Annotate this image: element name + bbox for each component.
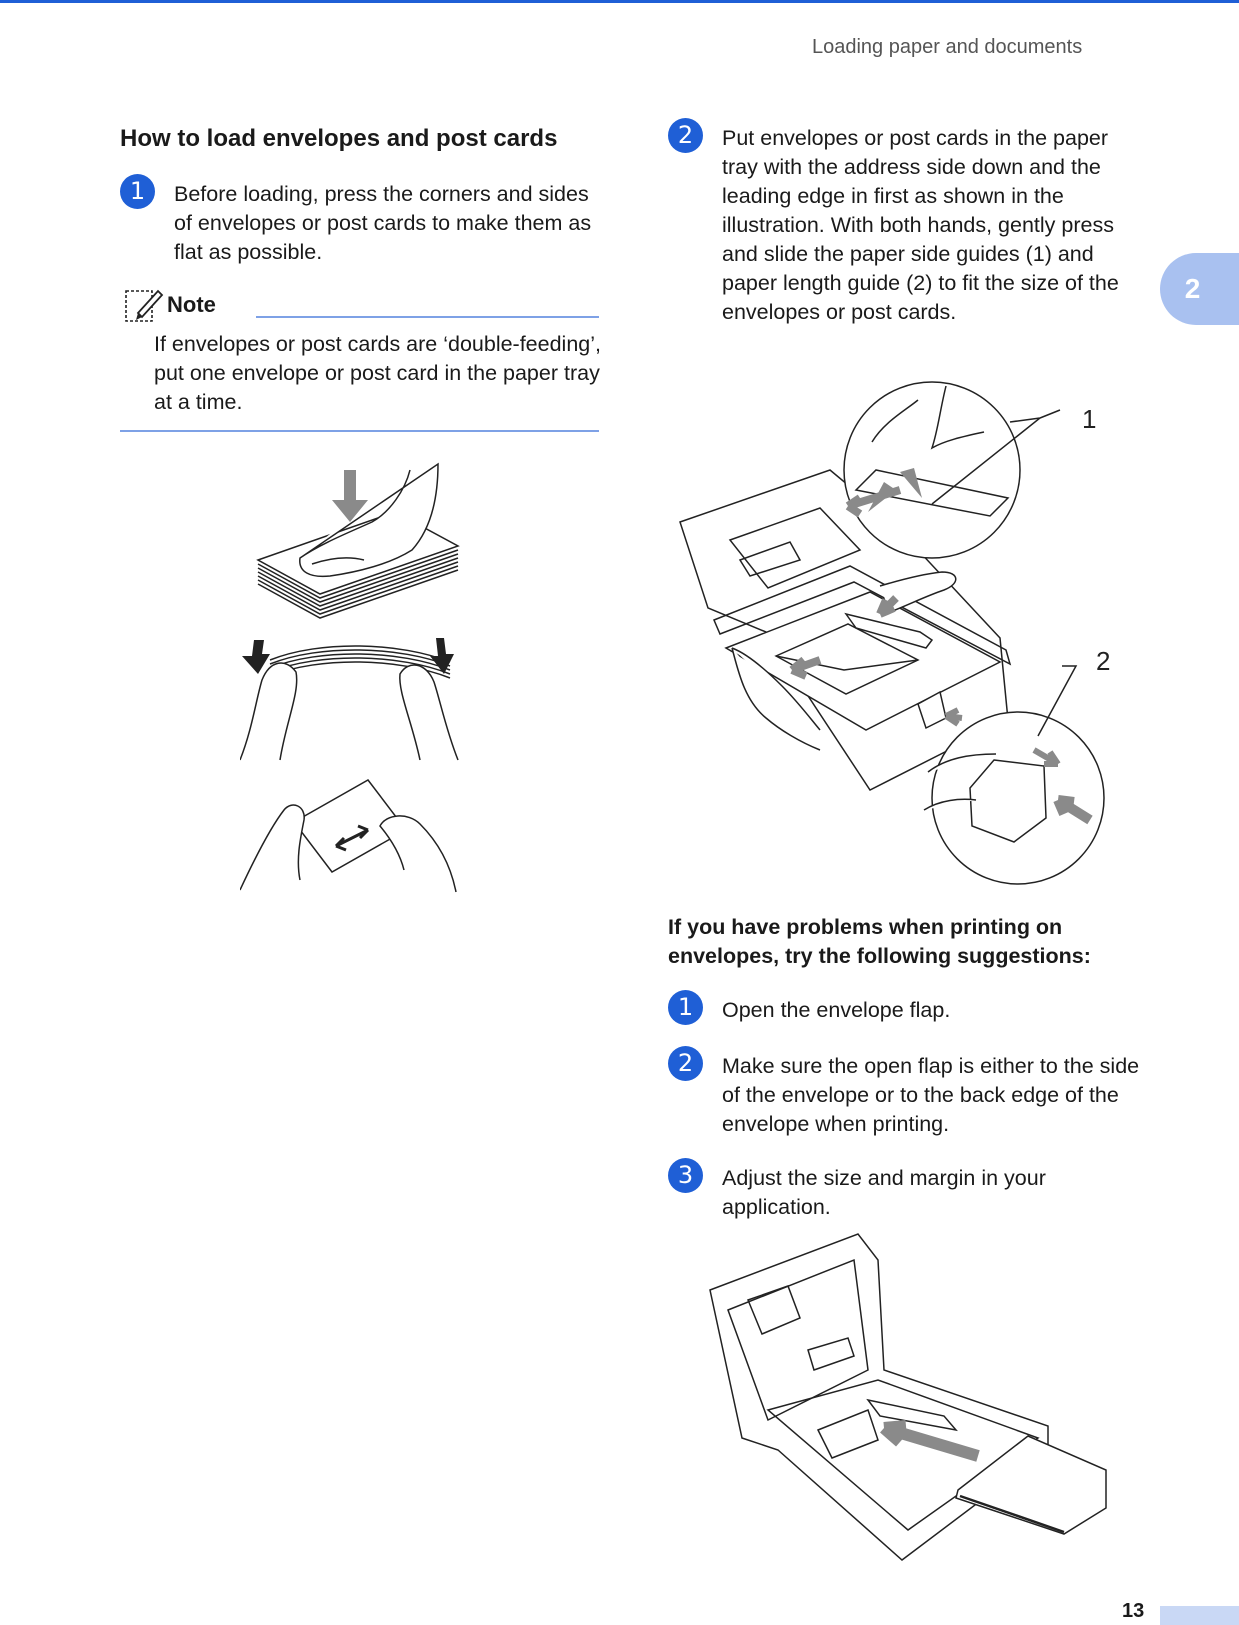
problems-heading: If you have problems when printing on envelopes, try the following suggestions: [668,915,1091,968]
tip-badge-1: 1 [668,990,703,1025]
note-text: If envelopes or post cards are ‘double-feeding’, put one envelope or post card in the paper tray at a time. [154,332,601,414]
section-title: How to load envelopes and post cards [120,125,558,152]
chapter-tab [1160,253,1239,325]
running-head: Loading paper and documents [812,36,1083,58]
callout-length-guide: 2 [1096,646,1111,676]
step-text-2: Put envelopes or post cards in the paper tray with the address side down and the leading edge in first as shown in the illustration. With both hands, gently press and slide the paper side guides (1) and paper length guide (2) to fit the size of the envelopes or post cards. [722,126,1119,324]
callout-side-guides: 1 [1082,404,1097,434]
chapter-tab-label: 2 [1184,273,1201,304]
page-number: 13 [1122,1600,1145,1622]
page-number-bar [1160,1606,1239,1625]
arrow-icon [880,598,896,614]
top-rule [0,0,1239,3]
tip-text-3: Adjust the size and margin in your application. [722,1166,1046,1219]
paper-tray-guides-illustration [670,370,1140,900]
arrow-icon [242,640,270,674]
step-badge-2: 2 [668,118,703,153]
tip-text-2: Make sure the open flap is either to the side of the envelope or to the back edge of the envelope when printing. [722,1054,1140,1136]
note-rule-top [256,316,599,318]
step-text-1: Before loading, press the corners and sides of envelopes or post cards to make them as flat as possible. [174,182,592,264]
note-title: Note [167,292,216,317]
tip-text-1: Open the envelope flap. [722,998,951,1022]
tip-badge-2: 2 [668,1046,703,1081]
note-rule-bottom [120,430,599,432]
envelope-insertion-illustration [708,1230,1108,1570]
tip-badge-3: 3 [668,1158,703,1193]
note-pencil-icon [124,287,164,323]
envelope-flattening-illustration [240,460,480,920]
step-badge-1: 1 [120,174,155,209]
